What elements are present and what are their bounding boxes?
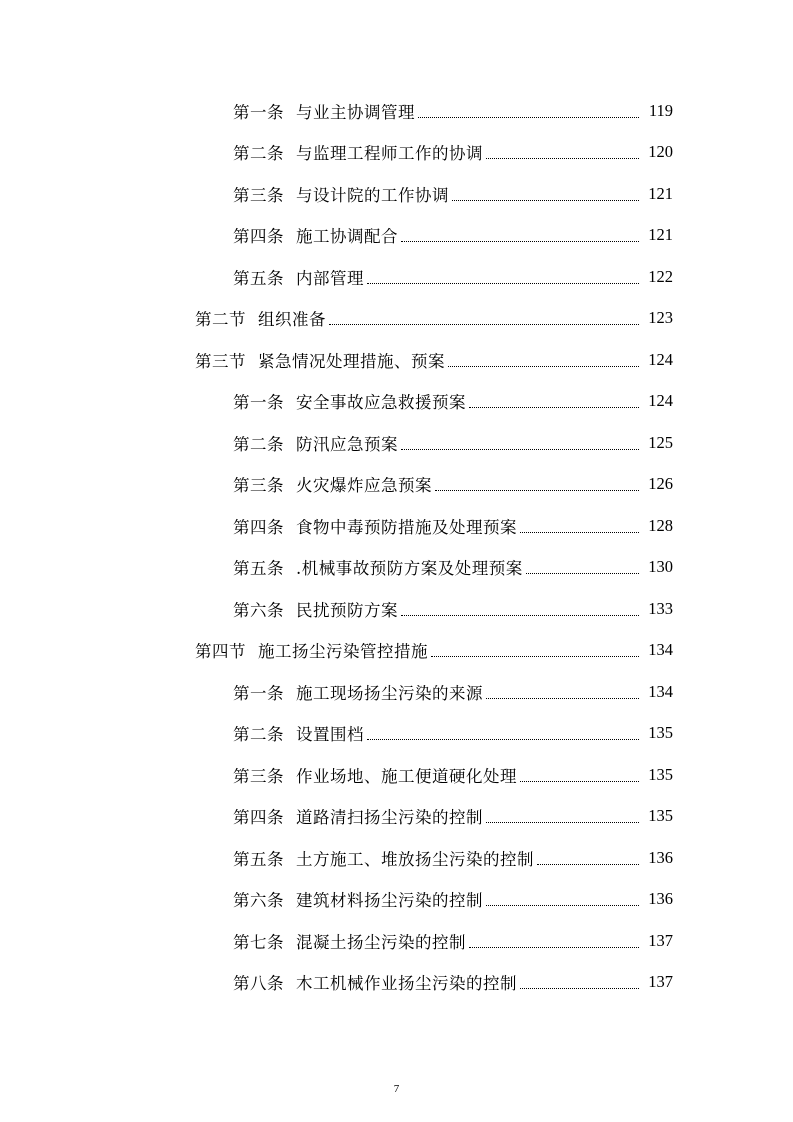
toc-entry[interactable] bbox=[0, 630, 793, 672]
dot-leader bbox=[329, 323, 639, 325]
toc-entry[interactable] bbox=[0, 920, 793, 962]
toc-entry-label: 第六条 bbox=[233, 600, 284, 620]
dot-leader bbox=[486, 904, 639, 906]
page-number: 7 bbox=[393, 1083, 400, 1095]
toc-entry-page: 137 bbox=[648, 930, 673, 950]
toc-entry-label: 第四条 bbox=[233, 227, 284, 247]
dot-leader bbox=[367, 738, 639, 740]
toc-entry-page: 123 bbox=[648, 308, 673, 328]
toc-entry-title: 与业主协调管理 bbox=[296, 102, 415, 122]
toc-entry-page: 136 bbox=[648, 889, 673, 909]
toc-entry-label: 第二节 bbox=[195, 310, 246, 330]
toc-entry-title: 民扰预防方案 bbox=[296, 600, 398, 620]
dot-leader bbox=[486, 821, 639, 823]
toc-entry-title: 施工协调配合 bbox=[296, 227, 398, 247]
toc-entry-title: 与设计院的工作协调 bbox=[296, 185, 449, 205]
toc-entry[interactable] bbox=[0, 256, 793, 298]
dot-leader bbox=[486, 697, 639, 699]
dot-leader bbox=[537, 863, 639, 865]
toc-entry-page: 124 bbox=[648, 391, 673, 411]
toc-entry[interactable] bbox=[0, 713, 793, 755]
toc-entry-page: 125 bbox=[648, 432, 673, 452]
dot-leader bbox=[520, 780, 639, 782]
dot-leader bbox=[520, 987, 639, 989]
dot-leader bbox=[431, 655, 639, 657]
toc-entry-page: 135 bbox=[648, 806, 673, 826]
toc-entry-page: 124 bbox=[648, 349, 673, 369]
toc-entry-title: 防汛应急预案 bbox=[296, 434, 398, 454]
toc-entry-page: 134 bbox=[648, 640, 673, 660]
toc-entry[interactable] bbox=[0, 422, 793, 464]
toc-entry-title: 施工现场扬尘污染的来源 bbox=[296, 683, 483, 703]
toc-entry-label: 第四条 bbox=[233, 808, 284, 828]
toc-entry-page: 137 bbox=[648, 972, 673, 992]
toc-entry-page: 135 bbox=[648, 723, 673, 743]
toc-entry-page: 136 bbox=[648, 847, 673, 867]
dot-leader bbox=[418, 116, 639, 118]
toc-entry[interactable] bbox=[0, 381, 793, 423]
toc-entry-label: 第五条 bbox=[233, 559, 284, 579]
toc-entry-page: 120 bbox=[648, 142, 673, 162]
dot-leader bbox=[448, 365, 639, 367]
toc-entry[interactable] bbox=[0, 173, 793, 215]
toc-entry-title: 内部管理 bbox=[296, 268, 364, 288]
toc-entry-title: 火灾爆炸应急预案 bbox=[296, 476, 432, 496]
toc-entry-title: 食物中毒预防措施及处理预案 bbox=[296, 517, 517, 537]
toc-entry-title: 组织准备 bbox=[258, 310, 326, 330]
dot-leader bbox=[469, 946, 639, 948]
toc-entry[interactable] bbox=[0, 588, 793, 630]
toc-entry-page: 121 bbox=[648, 183, 673, 203]
toc-entry-title: 木工机械作业扬尘污染的控制 bbox=[296, 974, 517, 994]
toc-entry-page: 134 bbox=[648, 681, 673, 701]
dot-leader bbox=[435, 489, 639, 491]
dot-leader bbox=[401, 240, 639, 242]
dot-leader bbox=[452, 199, 639, 201]
dot-leader bbox=[401, 614, 639, 616]
toc-entry-title: 紧急情况处理措施、预案 bbox=[258, 351, 445, 371]
dot-leader bbox=[486, 157, 639, 159]
dot-leader bbox=[520, 531, 639, 533]
toc-entry-label: 第三节 bbox=[195, 351, 246, 371]
toc-entry[interactable] bbox=[0, 339, 793, 381]
toc-entry-title: 混凝土扬尘污染的控制 bbox=[296, 932, 466, 952]
toc-entry-label: 第三条 bbox=[233, 476, 284, 496]
dot-leader bbox=[401, 448, 639, 450]
toc-entry[interactable] bbox=[0, 962, 793, 1004]
toc-entry-title: 安全事故应急救援预案 bbox=[296, 393, 466, 413]
toc-entry-label: 第四条 bbox=[233, 517, 284, 537]
toc-entry-page: 135 bbox=[648, 764, 673, 784]
toc-entry-title: 施工扬尘污染管控措施 bbox=[258, 642, 428, 662]
toc-entry-page: 119 bbox=[648, 100, 673, 120]
toc-entry[interactable] bbox=[0, 505, 793, 547]
toc-entry-page: 121 bbox=[648, 225, 673, 245]
toc-entry-title: 与监理工程师工作的协调 bbox=[296, 144, 483, 164]
toc-entry-label: 第四节 bbox=[195, 642, 246, 662]
toc-entry[interactable] bbox=[0, 215, 793, 257]
toc-entry-title: 建筑材料扬尘污染的控制 bbox=[296, 891, 483, 911]
toc-entry-label: 第二条 bbox=[233, 144, 284, 164]
toc-entry-label: 第三条 bbox=[233, 766, 284, 786]
toc-entry-title: 作业场地、施工便道硬化处理 bbox=[296, 766, 517, 786]
toc-entry-page: 126 bbox=[648, 474, 673, 494]
toc-entry-label: 第一条 bbox=[233, 393, 284, 413]
toc-entry[interactable] bbox=[0, 132, 793, 174]
toc-entry-label: 第三条 bbox=[233, 185, 284, 205]
toc-entry-title: 土方施工、堆放扬尘污染的控制 bbox=[296, 849, 534, 869]
toc-entry[interactable] bbox=[0, 754, 793, 796]
toc-entry-label: 第五条 bbox=[233, 849, 284, 869]
toc-entry-page: 130 bbox=[648, 557, 673, 577]
toc-entry[interactable] bbox=[0, 547, 793, 589]
toc-entry-label: 第七条 bbox=[233, 932, 284, 952]
toc-entry-label: 第二条 bbox=[233, 434, 284, 454]
toc-entry[interactable] bbox=[0, 796, 793, 838]
toc-entry[interactable] bbox=[0, 298, 793, 340]
dot-leader bbox=[526, 572, 639, 574]
toc-entry-title: .机械事故预防方案及处理预案 bbox=[296, 559, 523, 579]
toc-entry[interactable] bbox=[0, 464, 793, 506]
toc-entry-label: 第二条 bbox=[233, 725, 284, 745]
toc-entry-label: 第一条 bbox=[233, 102, 284, 122]
toc-entry-title: 道路清扫扬尘污染的控制 bbox=[296, 808, 483, 828]
toc-entry[interactable] bbox=[0, 671, 793, 713]
toc-entry-title: 设置围档 bbox=[296, 725, 364, 745]
toc-entry-label: 第五条 bbox=[233, 268, 284, 288]
toc-entry[interactable] bbox=[0, 837, 793, 879]
toc-entry-page: 128 bbox=[648, 515, 673, 535]
dot-leader bbox=[469, 406, 639, 408]
toc-entry[interactable] bbox=[0, 90, 793, 132]
dot-leader bbox=[367, 282, 639, 284]
toc-entry-label: 第一条 bbox=[233, 683, 284, 703]
toc-entry-page: 122 bbox=[648, 266, 673, 286]
toc-entry-label: 第八条 bbox=[233, 974, 284, 994]
toc-entry-label: 第六条 bbox=[233, 891, 284, 911]
table-of-contents bbox=[0, 90, 793, 1003]
toc-entry[interactable] bbox=[0, 879, 793, 921]
toc-entry-page: 133 bbox=[648, 598, 673, 618]
